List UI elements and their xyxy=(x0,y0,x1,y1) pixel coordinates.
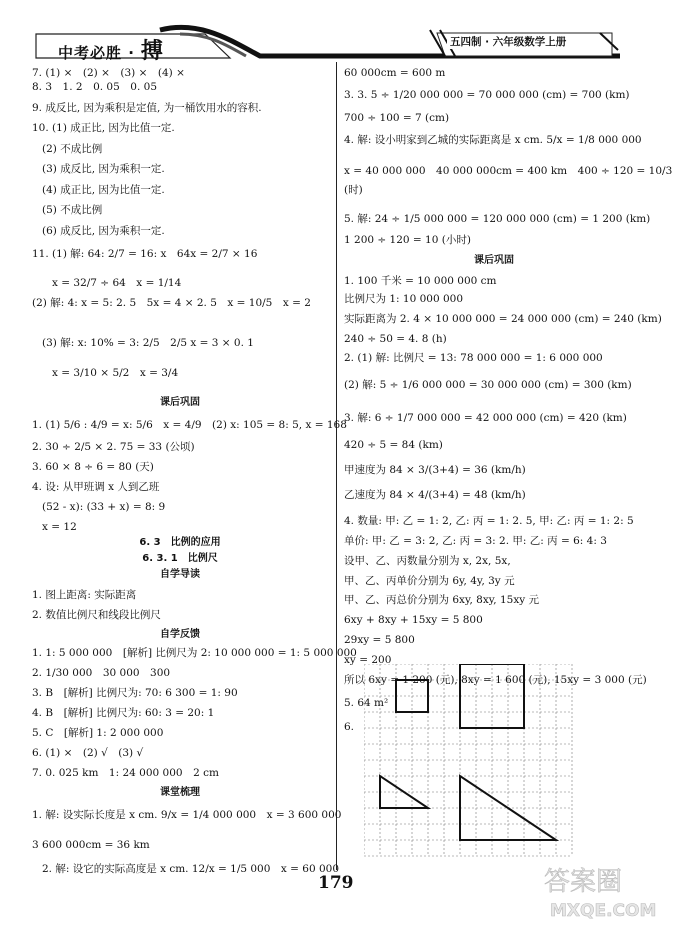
left-line: 3 600 000cm = 36 km xyxy=(32,839,150,851)
right-line: 甲、乙、丙总价分别为 6xy, 8xy, 15xy 元 xyxy=(344,594,540,606)
left-line: (3) 成反比, 因为乘积一定. xyxy=(42,163,165,175)
right-line: 乙速度为 84 × 4/(3+4) = 48 (km/h) xyxy=(344,489,526,501)
left-line: (3) 解: x: 10% = 3: 2/5 2/5 x = 3 × 0. 1 xyxy=(42,337,254,349)
right-line: 240 ÷ 50 = 4. 8 (h) xyxy=(344,333,447,345)
left-line: (52 - x): (33 + x) = 8: 9 xyxy=(42,501,166,513)
left-line: 课堂梳理 xyxy=(160,787,200,798)
left-line: 10. (1) 成正比, 因为比值一定. xyxy=(32,122,175,134)
series-title: 五四制 · 六年级数学上册 xyxy=(447,34,569,49)
right-line: 6. xyxy=(344,721,355,733)
watermark xyxy=(536,858,662,922)
left-line: (2) 不成比例 xyxy=(42,143,103,155)
left-line: 1. 图上距离: 实际距离 xyxy=(32,589,137,601)
left-line: 6. (1) × (2) √ (3) √ xyxy=(32,747,144,759)
column-divider xyxy=(336,62,337,870)
left-line: (2) 解: 4: x = 5: 2. 5 5x = 4 × 2. 5 x = 10/5 x = 2 xyxy=(32,297,311,309)
left-line: 4. 设: 从甲班调 x 人到乙班 xyxy=(32,481,160,493)
left-line: 11. (1) 解: 64: 2/7 = 16: x 64x = 2/7 × 16 xyxy=(32,248,258,260)
left-line: 自学导读 xyxy=(160,569,200,580)
right-line: 5. 64 m² xyxy=(344,697,389,709)
left-line: (4) 成正比, 因为比值一定. xyxy=(42,184,165,196)
left-line: 2. 1/30 000 30 000 300 xyxy=(32,667,171,679)
left-line: (5) 不成比例 xyxy=(42,204,103,216)
left-line: 8. 3 1. 2 0. 05 0. 05 xyxy=(32,81,158,93)
svg-text:MXQE.COM: MXQE.COM xyxy=(550,901,657,921)
right-line: 单价: 甲: 乙 = 3: 2, 乙: 丙 = 3: 2. 甲: 乙: 丙 = 6: 4: 3 xyxy=(344,535,607,547)
right-line: 1 200 ÷ 120 = 10 (小时) xyxy=(344,234,471,246)
right-line: (时) xyxy=(344,184,363,196)
right-line: 甲速度为 84 × 3/(3+4) = 36 (km/h) xyxy=(344,464,526,476)
right-line: 所以 6xy = 1 200 (元), 8xy = 1 600 (元), 15xy = 3 000 (元) xyxy=(344,674,647,686)
right-line: 6xy + 8xy + 15xy = 5 800 xyxy=(344,614,483,626)
left-line: 6. 3. 1 比例尺 xyxy=(142,553,218,564)
left-line: 3. 60 × 8 ÷ 6 = 80 (天) xyxy=(32,461,154,473)
watermark-logo xyxy=(536,858,662,922)
right-line: 2. (1) 解: 比例尺 = 13: 78 000 000 = 1: 6 000 000 xyxy=(344,352,603,364)
left-line: x = 12 xyxy=(42,521,77,533)
left-line: x = 32/7 ÷ 64 x = 1/14 xyxy=(52,277,182,289)
left-line: 3. B [解析] 比例尺为: 70: 6 300 = 1: 90 xyxy=(32,687,238,699)
brand-title: 中考必胜 · 搏 xyxy=(58,39,164,64)
right-line: 29xy = 5 800 xyxy=(344,634,415,646)
left-line: 6. 3 比例的应用 xyxy=(139,537,221,548)
right-line: 3. 3. 5 ÷ 1/20 000 000 = 70 000 000 (cm) = 700 (km) xyxy=(344,89,630,101)
left-line: 1. 1: 5 000 000 [解析] 比例尺为 2: 10 000 000 = 1: 5 000 000 xyxy=(32,647,357,659)
page-number: 179 xyxy=(318,873,354,893)
right-line: 3. 解: 6 ÷ 1/7 000 000 = 42 000 000 (cm) = 420 (km) xyxy=(344,412,627,424)
right-line: 5. 解: 24 ÷ 1/5 000 000 = 120 000 000 (cm) = 1 200 (km) xyxy=(344,213,651,225)
left-line: 2. 数值比例尺和线段比例尺 xyxy=(32,609,161,621)
page-header xyxy=(0,0,675,64)
left-line: 4. B [解析] 比例尺为: 60: 3 = 20: 1 xyxy=(32,707,215,719)
right-line: 60 000cm = 600 m xyxy=(344,67,446,79)
left-line: 自学反馈 xyxy=(160,629,200,640)
left-line: 课后巩固 xyxy=(160,397,200,408)
left-line: 1. (1) 5/6 : 4/9 = x: 5/6 x = 4/9 (2) x: 105 = 8: 5, x = 168 xyxy=(32,419,347,431)
left-line: 1. 解: 设实际长度是 x cm. 9/x = 1/4 000 000 x = 3 600 000 xyxy=(32,809,342,821)
left-line: 5. C [解析] 1: 2 000 000 xyxy=(32,727,164,739)
right-line: xy = 200 xyxy=(344,654,392,666)
right-line: 420 ÷ 5 = 84 (km) xyxy=(344,439,443,451)
right-line: 甲、乙、丙单价分别为 6y, 4y, 3y 元 xyxy=(344,575,515,587)
left-line: 7. 0. 025 km 1: 24 000 000 2 cm xyxy=(32,767,219,779)
grid-figure xyxy=(364,664,580,864)
svg-text:答案圈: 答案圈 xyxy=(544,867,623,897)
left-line: x = 3/10 × 5/2 x = 3/4 xyxy=(52,367,179,379)
right-line: 比例尺为 1: 10 000 000 xyxy=(344,293,464,305)
right-line: 课后巩固 xyxy=(474,255,514,266)
right-line: x = 40 000 000 40 000 000cm = 400 km 400 ÷ 120 = 10/3 xyxy=(344,165,673,177)
right-line: (2) 解: 5 ÷ 1/6 000 000 = 30 000 000 (cm) = 300 (km) xyxy=(344,379,632,391)
left-line: 2. 解: 设它的实际高度是 x cm. 12/x = 1/5 000 x = 60 000 xyxy=(42,863,340,875)
left-line: (6) 成反比, 因为乘积一定. xyxy=(42,225,165,237)
right-line: 设甲、乙、丙数量分别为 x, 2x, 5x, xyxy=(344,555,511,567)
left-line: 2. 30 ÷ 2/5 × 2. 75 = 33 (公顷) xyxy=(32,441,195,453)
left-line: 7. (1) × (2) × (3) × (4) × xyxy=(32,67,185,79)
right-line: 1. 100 千米 = 10 000 000 cm xyxy=(344,275,497,287)
right-line: 700 ÷ 100 = 7 (cm) xyxy=(344,112,450,124)
right-line: 4. 解: 设小明家到乙城的实际距离是 x cm. 5/x = 1/8 000 000 xyxy=(344,134,642,146)
right-line: 4. 数量: 甲: 乙 = 1: 2, 乙: 丙 = 1: 2. 5, 甲: 乙: 丙 = 1: 2: 5 xyxy=(344,515,634,527)
right-line: 实际距离为 2. 4 × 10 000 000 = 24 000 000 (cm) = 240 (km) xyxy=(344,313,662,325)
left-line: 9. 成反比, 因为乘积是定值, 为一桶饮用水的容积. xyxy=(32,102,262,114)
